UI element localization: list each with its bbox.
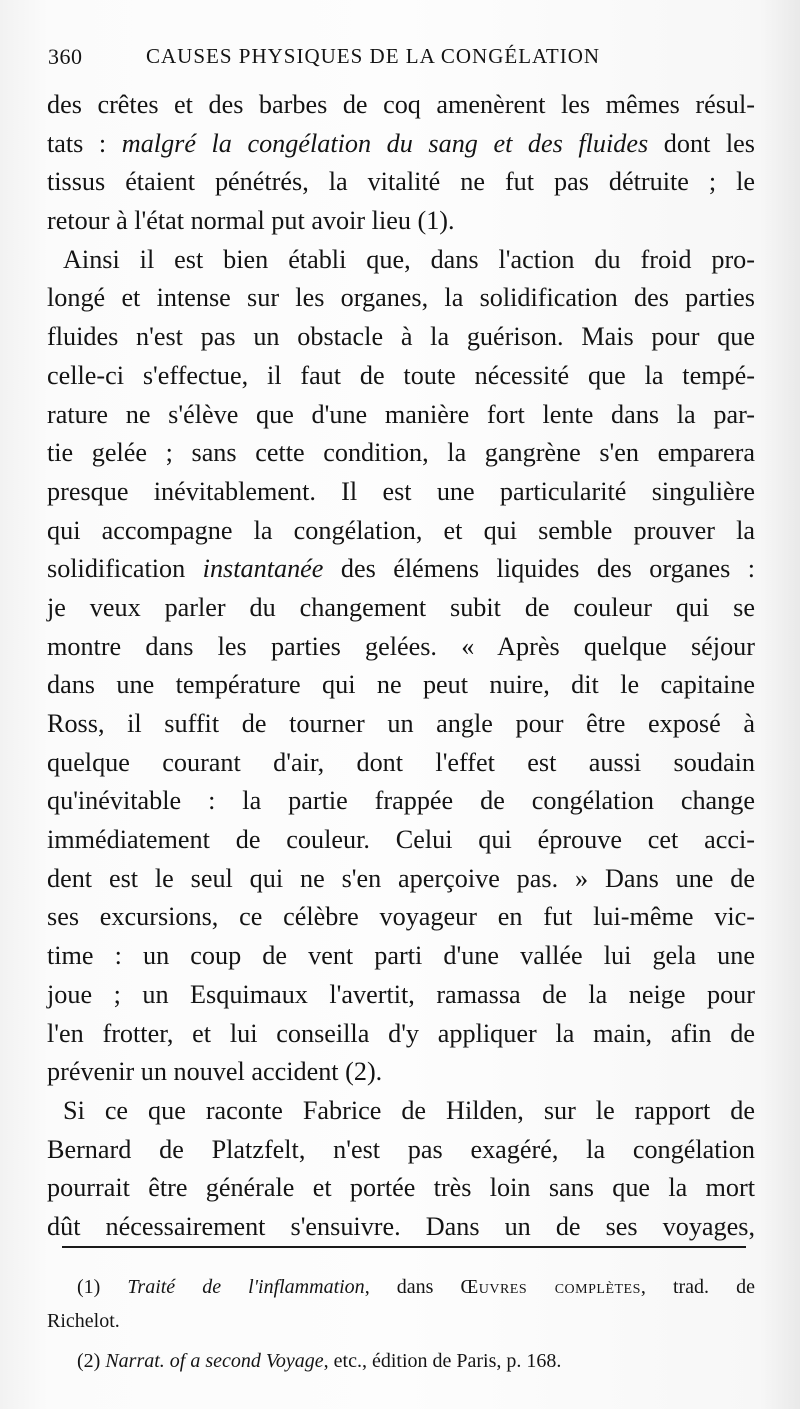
text-line: des crêtes et des barbes de coq amenèrent les mêmes résul- bbox=[47, 90, 755, 119]
text-line: Ross, il suffit de tourner un angle pour être exposé à bbox=[47, 709, 755, 738]
text-line: dût nécessairement s'ensuivre. Dans un de ses voyages, bbox=[47, 1211, 755, 1241]
footnote-2 bbox=[47, 1344, 755, 1378]
footnote-text: , etc., édition de Paris, p. 168. bbox=[323, 1350, 562, 1372]
body-text bbox=[47, 86, 755, 1247]
italic-word: instantanée bbox=[202, 554, 324, 584]
italic-phrase: malgré la congélation du sang et des fluides bbox=[121, 128, 649, 158]
footnote-marker: (2) bbox=[77, 1350, 101, 1372]
text-line: retour à l'état normal put avoir lieu (1). bbox=[47, 206, 455, 236]
footnote-separator bbox=[62, 1246, 746, 1248]
text-fragment: dont les bbox=[663, 128, 755, 158]
footnote-title: Narrat. of a second Voyage bbox=[105, 1350, 324, 1372]
text-line: dans une température qui ne peut nuire, dit le capitaine bbox=[47, 670, 755, 700]
footnote-marker: (1) bbox=[77, 1276, 101, 1298]
text-line: celle-ci s'effectue, il faut de toute nécessité que la tempé- bbox=[47, 360, 755, 390]
text-line: quelque courant d'air, dont l'effet est aussi soudain bbox=[47, 747, 755, 777]
page-header bbox=[48, 44, 748, 74]
footnote-text: , trad. de bbox=[640, 1276, 755, 1298]
text-fragment: solidification bbox=[47, 554, 186, 584]
text-line: joue ; un Esquimaux l'avertit, ramassa de la neige pour bbox=[47, 979, 755, 1009]
text-line: longé et intense sur les organes, la solidification des parties bbox=[47, 283, 755, 313]
text-line: presque inévitablement. Il est une particularité singulière bbox=[47, 476, 755, 506]
footnote-collection: Œuvres complètes bbox=[460, 1276, 641, 1298]
text-line: dent est le seul qui ne s'en aperçoive pas. » Dans une de bbox=[47, 863, 755, 893]
text-line: rature ne s'élève que d'une manière fort lente dans la par- bbox=[47, 399, 755, 429]
paragraph-start-line: Si ce que raconte Fabrice de Hilden, sur le rapport de bbox=[63, 1095, 755, 1125]
footnote-title: Traité de l'inflammation bbox=[127, 1276, 365, 1298]
text-line: l'en frotter, et lui conseilla d'y appliquer la main, afin de bbox=[47, 1018, 755, 1048]
text-line: qui accompagne la congélation, et qui semble prouver la bbox=[47, 515, 755, 545]
text-line: tie gelée ; sans cette condition, la gangrène s'en emparera bbox=[47, 438, 755, 468]
text-line: immédiatement de couleur. Celui qui éprouve cet acci- bbox=[47, 825, 755, 855]
page-number: 360 bbox=[48, 44, 83, 69]
footnote-text: , dans bbox=[364, 1276, 434, 1298]
text-fragment: tats : bbox=[47, 128, 107, 158]
text-line bbox=[47, 125, 755, 164]
text-line: ses excursions, ce célèbre voyageur en fut lui-même vic- bbox=[47, 902, 755, 932]
text-line: pourrait être générale et portée très loin sans que la mort bbox=[47, 1173, 755, 1203]
text-fragment: des élémens liquides des organes : bbox=[340, 554, 755, 584]
footnote-1 bbox=[47, 1270, 755, 1304]
text-line: qu'inévitable : la partie frappée de congélation change bbox=[47, 786, 755, 816]
text-line: time : un coup de vent parti d'une vallée lui gela une bbox=[47, 941, 755, 971]
text-line: tissus étaient pénétrés, la vitalité ne fut pas détruite ; le bbox=[47, 167, 755, 197]
text-line: je veux parler du changement subit de couleur qui se bbox=[47, 592, 755, 622]
text-line: prévenir un nouvel accident (2). bbox=[47, 1057, 383, 1087]
running-title: CAUSES PHYSIQUES DE LA CONGÉLATION bbox=[146, 44, 601, 68]
text-line bbox=[47, 550, 755, 589]
paragraph-start-line: Ainsi il est bien établi que, dans l'action du froid pro- bbox=[63, 244, 755, 274]
footnote-1-continuation: Richelot. bbox=[47, 1310, 120, 1332]
footnotes bbox=[47, 1270, 755, 1378]
text-line: Bernard de Platzfelt, n'est pas exagéré, la congélation bbox=[47, 1134, 755, 1164]
text-line: montre dans les parties gelées. « Après quelque séjour bbox=[47, 631, 755, 661]
text-line: fluides n'est pas un obstacle à la guérison. Mais pour que bbox=[47, 322, 755, 352]
